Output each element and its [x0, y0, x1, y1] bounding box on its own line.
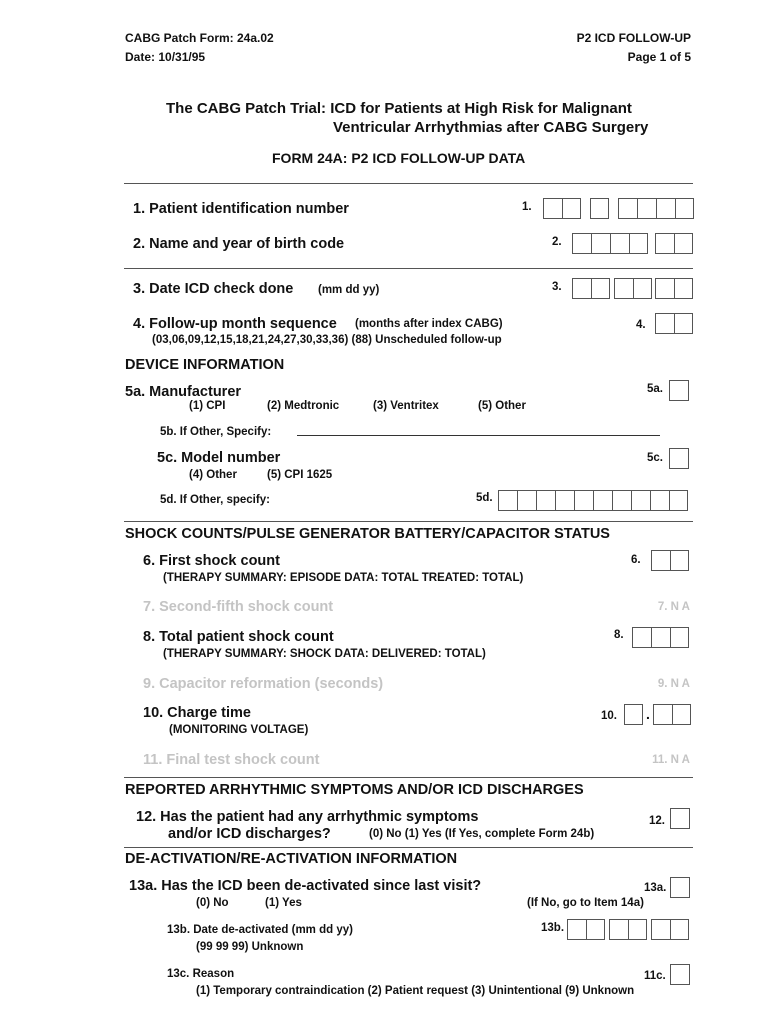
q13b-unknown: (99 99 99) Unknown [196, 941, 304, 953]
q11-label: 11. Final test shock count [143, 752, 320, 768]
q13a-label: 13a. Has the ICD been de-activated since last visit? [129, 878, 482, 894]
q13c-box[interactable] [670, 964, 690, 985]
q8-number: 8. [614, 629, 624, 641]
q5a-option-cpi: (1) CPI [189, 400, 226, 412]
q5c-box[interactable] [669, 448, 689, 469]
q13a-box[interactable] [670, 877, 690, 898]
q5d-label: 5d. If Other, specify: [160, 494, 270, 506]
q13a-option-yes: (1) Yes [265, 897, 302, 909]
q6-number: 6. [631, 554, 641, 566]
q5b-label: 5b. If Other, Specify: [160, 426, 272, 438]
q5a-option-medtronic: (2) Medtronic [267, 400, 340, 412]
q5c-label: 5c. Model number [157, 450, 281, 466]
q6-label: 6. First shock count [143, 553, 280, 569]
q13b-number: 13b. [541, 922, 565, 934]
q13b-day-boxes[interactable] [609, 919, 647, 940]
q5a-label: 5a. Manufacturer [125, 384, 242, 400]
q2-label: 2. Name and year of birth code [133, 236, 345, 252]
q5c-option-cpi1625: (5) CPI 1625 [267, 469, 333, 481]
q1-boxes-b[interactable] [590, 198, 609, 219]
q12-line1: 12. Has the patient had any arrhythmic symptoms [136, 809, 479, 825]
divider [124, 521, 693, 522]
trial-title-line1: The CABG Patch Trial: ICD for Patients at High Risk for Malignant [166, 100, 632, 117]
q3-month-boxes[interactable] [572, 278, 610, 299]
q13b-year-boxes[interactable] [651, 919, 689, 940]
q12-box[interactable] [670, 808, 690, 829]
form-title: FORM 24A: P2 ICD FOLLOW-UP DATA [272, 150, 526, 166]
symptoms-section-heading: REPORTED ARRHYTHMIC SYMPTOMS AND/OR ICD DISCHARGES [125, 782, 584, 798]
q5d-number: 5d. [476, 492, 493, 504]
q3-hint: (mm dd yy) [318, 284, 380, 296]
q8-source: (THERAPY SUMMARY: SHOCK DATA: DELIVERED: TOTAL) [163, 648, 486, 660]
q3-number: 3. [552, 281, 562, 293]
q10-decimal-point: . [646, 706, 650, 722]
q1-boxes-a[interactable] [543, 198, 581, 219]
q5c-number: 5c. [647, 452, 663, 464]
divider [124, 777, 693, 778]
q11-na: 11. N A [652, 754, 690, 766]
form-id: CABG Patch Form: 24a.02 [125, 31, 274, 45]
q4-boxes[interactable] [655, 313, 693, 334]
q7-label: 7. Second-fifth shock count [143, 599, 334, 615]
q1-number: 1. [522, 201, 532, 213]
q10-decimal-boxes[interactable] [653, 704, 691, 725]
q4-options: (03,06,09,12,15,18,21,24,27,30,33,36) (88) Unscheduled follow-up [152, 334, 502, 346]
q9-na: 9. N A [657, 678, 690, 690]
q12-line2: and/or ICD discharges? [168, 826, 331, 842]
q13a-number: 13a. [644, 882, 667, 894]
q4-number: 4. [636, 319, 646, 331]
form-date: Date: 10/31/95 [125, 50, 206, 64]
q3-label: 3. Date ICD check done [133, 281, 294, 297]
device-section-heading: DEVICE INFORMATION [125, 357, 285, 373]
divider [124, 268, 693, 269]
q5a-option-other: (5) Other [478, 400, 526, 412]
q4-label: 4. Follow-up month sequence [133, 316, 337, 332]
q3-day-boxes[interactable] [614, 278, 652, 299]
q10-whole-box[interactable] [624, 704, 643, 725]
q13a-skip-note: (If No, go to Item 14a) [527, 897, 644, 909]
q8-label: 8. Total patient shock count [143, 629, 334, 645]
form-name: P2 ICD FOLLOW-UP [576, 31, 691, 45]
q13c-number: 11c. [644, 970, 666, 982]
q12-number: 12. [649, 815, 665, 827]
q9-label: 9. Capacitor reformation (seconds) [143, 676, 384, 692]
q8-boxes[interactable] [632, 627, 689, 648]
q1-label: 1. Patient identification number [133, 201, 349, 217]
q12-options: (0) No (1) Yes (If Yes, complete Form 24b) [369, 828, 595, 840]
q2-boxes-a[interactable] [572, 233, 648, 254]
deactivation-section-heading: DE-ACTIVATION/RE-ACTIVATION INFORMATION [125, 851, 458, 867]
q7-na: 7. N A [657, 601, 690, 613]
q5a-number: 5a. [647, 383, 663, 395]
divider [124, 847, 693, 848]
q13b-month-boxes[interactable] [567, 919, 605, 940]
shock-section-heading: SHOCK COUNTS/PULSE GENERATOR BATTERY/CAPACITOR STATUS [125, 526, 610, 542]
q2-number: 2. [552, 236, 562, 248]
q6-boxes[interactable] [651, 550, 689, 571]
q4-hint: (months after index CABG) [355, 318, 503, 330]
q10-number: 10. [601, 710, 617, 722]
page-number: Page 1 of 5 [627, 50, 691, 64]
q5c-option-other: (4) Other [189, 469, 237, 481]
trial-title-line2: Ventricular Arrhythmias after CABG Surgery [333, 119, 649, 136]
q5a-option-ventritex: (3) Ventritex [373, 400, 439, 412]
q6-source: (THERAPY SUMMARY: EPISODE DATA: TOTAL TREATED: TOTAL) [163, 572, 524, 584]
q5d-boxes[interactable] [498, 490, 688, 511]
q1-boxes-c[interactable] [618, 198, 694, 219]
q13a-option-no: (0) No [196, 897, 229, 909]
q10-source: (MONITORING VOLTAGE) [169, 724, 309, 736]
q3-year-boxes[interactable] [655, 278, 693, 299]
divider [124, 183, 693, 184]
q13b-label: 13b. Date de-activated (mm dd yy) [167, 924, 353, 936]
q5a-box[interactable] [669, 380, 689, 401]
q2-boxes-b[interactable] [655, 233, 693, 254]
q10-label: 10. Charge time [143, 705, 251, 721]
q13c-label: 13c. Reason [167, 968, 235, 980]
q13c-options: (1) Temporary contraindication (2) Patient request (3) Unintentional (9) Unknown [196, 985, 635, 997]
q5b-specify-line[interactable] [297, 435, 660, 436]
